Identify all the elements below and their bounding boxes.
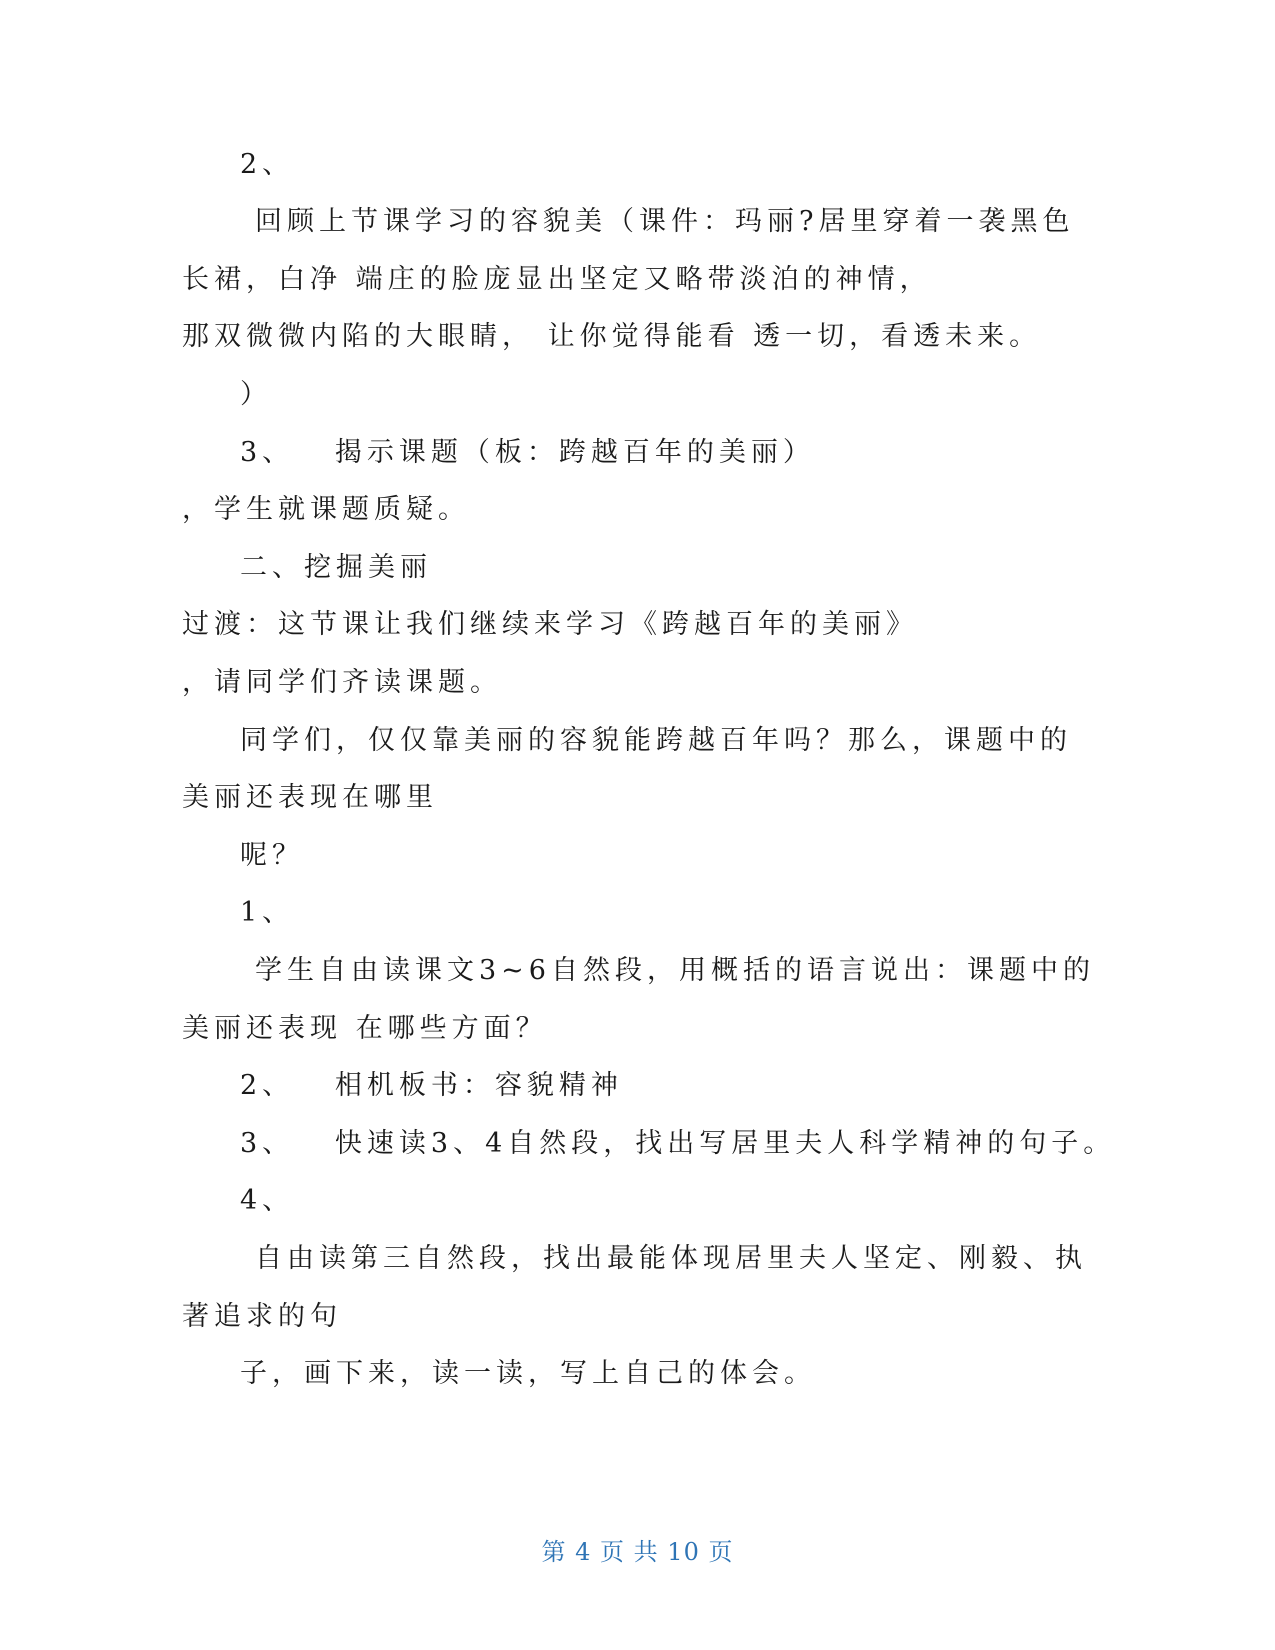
list-item: 3、 揭示课题（板：跨越百年的美丽） (240, 437, 815, 468)
paragraph-line: 长裙，白净 端庄的脸庞显出坚定又略带淡泊的神情， (182, 264, 932, 295)
paragraph-line: 美丽还表现在哪里 (182, 782, 438, 813)
paragraph-line: ，请同学们齐读课题。 (182, 667, 502, 698)
paragraph-line: 回顾上节课学习的容貌美（课件：玛丽?居里穿着一袭黑色 (255, 206, 1075, 237)
list-number: 1、 (240, 897, 295, 928)
list-number: 4、 (240, 1185, 295, 1216)
list-number: 2、 (240, 149, 295, 180)
paragraph-line: 呢？ (240, 840, 304, 871)
paragraph-line: 学生自由读课文3~6自然段，用概括的语言说出：课题中的 (255, 955, 1095, 986)
paragraph-line: 过渡：这节课让我们继续来学习《跨越百年的美丽》 (182, 609, 918, 640)
paragraph-line: 同学们，仅仅靠美丽的容貌能跨越百年吗？那么，课题中的 (240, 725, 1072, 756)
paragraph-line: ） (240, 379, 272, 410)
paragraph-line: 著追求的句 (182, 1301, 342, 1332)
page-footer: 第 4 页 共 10 页 (541, 1538, 734, 1566)
paragraph-line: 自由读第三自然段，找出最能体现居里夫人坚定、刚毅、执 (255, 1243, 1087, 1274)
paragraph-line: ，学生就课题质疑。 (182, 494, 470, 525)
list-item: 3、 快速读3、4自然段，找出写居里夫人科学精神的句子。 (240, 1128, 1116, 1159)
section-heading: 二、挖掘美丽 (240, 552, 432, 583)
list-item: 2、 相机板书：容貌精神 (240, 1070, 623, 1101)
paragraph-line: 美丽还表现 在哪些方面？ (182, 1013, 548, 1044)
paragraph-line: 子，画下来，读一读，写上自己的体会。 (240, 1358, 816, 1389)
paragraph-line: 那双微微内陷的大眼睛， 让你觉得能看 透一切，看透未来。 (182, 321, 1042, 352)
